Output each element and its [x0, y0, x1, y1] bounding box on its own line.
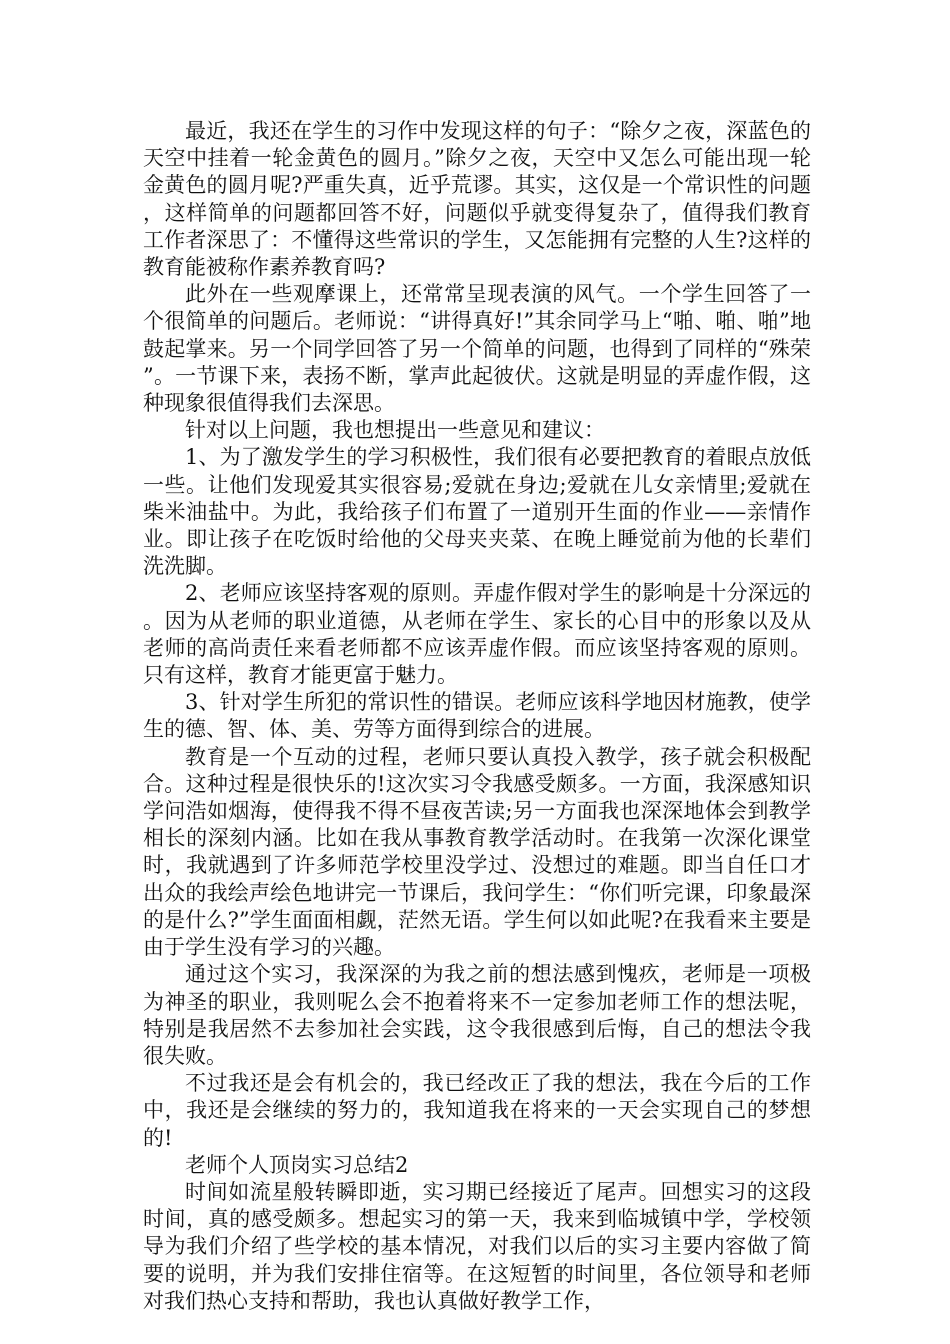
closing-paragraph: 时间如流星般转瞬即逝，实习期已经接近了尾声。回想实习的这段时间，真的感受颇多。想起实习的第一天，我来到临城镇中学，学校领导为我们介绍了些学校的基本情况，对我们以后的实习主要内容做了简要的说明，并为我们安排住宿等。在这短暂的时间里，各位领导和老师对我们热心支持和帮助，我也认真做好教学工作，: [143, 1179, 811, 1313]
paragraph-7: 教育是一个互动的过程，老师只要认真投入教学，孩子就会积极配合。这种过程是很快乐的!这次实习令我感受颇多。一方面，我深感知识学问浩如烟海，使得我不得不昼夜苦读;另一方面我也深深地体会到教学相长的深刻内涵。比如在我从事教育教学活动时。在我第一次深化课堂时，我就遇到了许多师范学校里没学过、没想过的难题。即当自任口才出众的我绘声绘色地讲完一节课后，我问学生：“你们听完课，印象最深的是什么?”学生面面相觑，茫然无语。学生何以如此呢?在我看来主要是由于学生没有学习的兴趣。: [143, 744, 811, 960]
paragraph-5: 2、老师应该坚持客观的原则。弄虚作假对学生的影响是十分深远的。因为从老师的职业道德，从老师在学生、家长的心目中的形象以及从老师的高尚责任来看老师都不应该弄虚作假。而应该坚持客观的原则。只有这样，教育才能更富于魅力。: [143, 581, 811, 688]
paragraph-8: 通过这个实习，我深深的为我之前的想法感到愧疚，老师是一项极为神圣的职业，我则呢么会不抱着将来不一定参加老师工作的想法呢，特别是我居然不去参加社会实践，这令我很感到后悔，自己的想法令我很失败。: [143, 962, 811, 1068]
paragraph-6: 3、针对学生所犯的常识性的错误。老师应该科学地因材施教，使学生的德、智、体、美、劳等方面得到综合的进展。: [143, 690, 811, 742]
document-page: [143, 118, 811, 1315]
section-title: 老师个人顶岗实习总结2: [185, 1152, 409, 1177]
paragraph-2: 此外在一些观摩课上，还常常呈现表演的风气。一个学生回答了一个很简单的问题后。老师说：“讲得真好!”其余同学马上“啪、啪、啪”地鼓起掌来。另一个同学回答了另一个简单的问题，也得到了同样的“殊荣”。一节课下来，表扬不断，掌声此起彼伏。这就是明显的弄虚作假，这种现象很值得我们去深思。: [143, 282, 811, 416]
paragraph-3: 针对以上问题，我也想提出一些意见和建议：: [185, 418, 605, 443]
paragraph-1: 最近，我还在学生的习作中发现这样的句子：“除夕之夜，深蓝色的天空中挂着一轮金黄色的圆月。”除夕之夜，天空中又怎么可能出现一轮金黄色的圆月呢?严重失真，近乎荒谬。其实，这仅是一个常识性的问题，这样简单的问题都回答不好，问题似乎就变得复杂了，值得我们教育工作者深思了：不懂得这些常识的学生，又怎能拥有完整的人生?这样的教育能被称作素养教育吗?: [143, 119, 811, 280]
paragraph-4: 1、为了激发学生的学习积极性，我们很有必要把教育的着眼点放低一些。让他们发现爱其实很容易;爱就在身边;爱就在儿女亲情里;爱就在柴米油盐中。为此，我给孩子们布置了一道别开生面的作业——亲情作业。即让孩子在吃饭时给他的父母夹夹菜、在晚上睡觉前为他的长辈们洗洗脚。: [143, 445, 811, 579]
paragraph-9: 不过我还是会有机会的，我已经改正了我的想法，我在今后的工作中，我还是会继续的努力的，我知道我在将来的一天会实现自己的梦想的!: [143, 1071, 811, 1150]
